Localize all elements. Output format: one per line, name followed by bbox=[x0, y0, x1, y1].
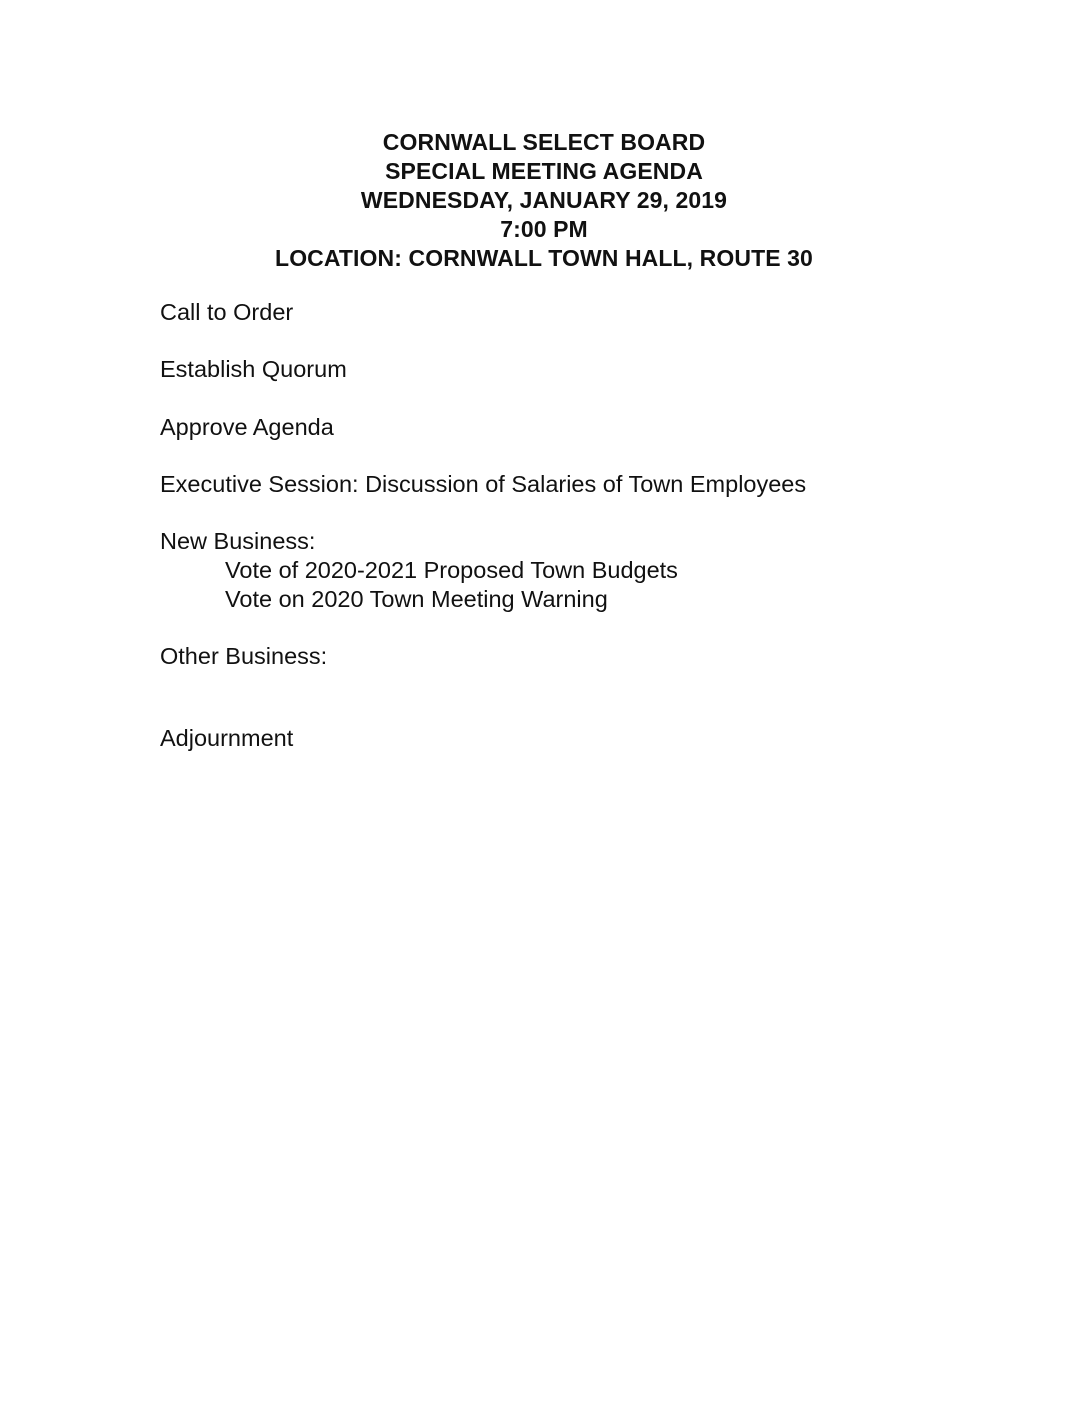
board-title: CORNWALL SELECT BOARD bbox=[382, 129, 706, 155]
agenda-item-new-business: New Business: bbox=[160, 528, 316, 554]
meeting-location: LOCATION: CORNWALL TOWN HALL, ROUTE 30 bbox=[275, 245, 813, 271]
meeting-time: 7:00 PM bbox=[500, 216, 588, 242]
meeting-date: WEDNESDAY, JANUARY 29, 2019 bbox=[360, 187, 728, 213]
agenda-item-other-business: Other Business: bbox=[160, 643, 328, 669]
agenda-item-approve-agenda: Approve Agenda bbox=[160, 414, 334, 440]
agenda-item-establish-quorum: Establish Quorum bbox=[160, 356, 347, 382]
new-business-subitem-warning: Vote on 2020 Town Meeting Warning bbox=[225, 586, 608, 612]
agenda-header bbox=[0, 128, 1088, 273]
agenda-item-call-to-order: Call to Order bbox=[160, 299, 294, 325]
agenda-item-executive-session: Executive Session: Discussion of Salaries of Town Employees bbox=[160, 471, 807, 497]
new-business-subitem-budgets: Vote of 2020-2021 Proposed Town Budgets bbox=[225, 557, 678, 583]
agenda-item-adjournment: Adjournment bbox=[160, 725, 294, 751]
meeting-type-title: SPECIAL MEETING AGENDA bbox=[385, 158, 703, 184]
